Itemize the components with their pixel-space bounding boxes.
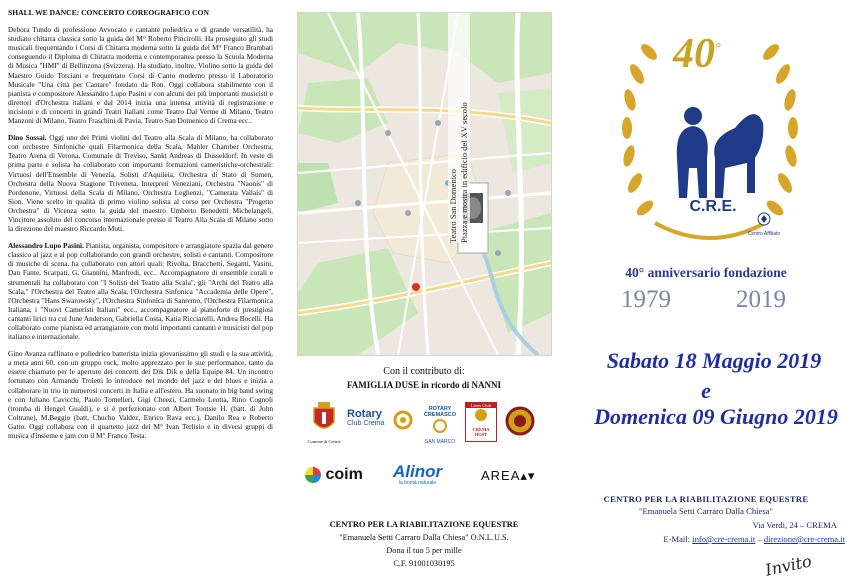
year-to: 2019 bbox=[736, 286, 786, 313]
sponsors-panel bbox=[283, 0, 565, 586]
email-info-link[interactable]: info@cre-crema.it bbox=[692, 534, 756, 544]
bio-debora-tundo: Debora Tundo di professione Avvocato e cantante poliedrica e di grande versatilità, ha studiato chitarra classica sotto la guida del M° Roberto Pincirolli. Ha proseguito gli studi musicali frequentando i Corsi di Chitarra moderna sotto la guida del M° Franco Brambati conseguendo il Diploma di Chitarra moderna e contemporanea presso la Scuola Moderna di Musica "HMI" di Bellinzona (Svizzera). Ha studiato, inoltre, Violino sotto la guida del Maestro Guido Torciani e frequentato Corsi di Canto moderno presso il Laboratorio Musicale "Una città per Cantare" fondato da Ron. Oggi collabora stabilmente con il pianista e compositore Alessandro Lupo Pasini e con alcuni dei più importanti musicisti e direttori d'Orchestra italiani e dal 2014 inizia una intensa attività di registrazione e incisioni e di concerti in grandi Teatri Italiani come Teatro Dal Verme di Milano, Teatro Manzoni di Milano, Teatro Fraschini di Pavia, Teatro San Domenico di Crema ecc.. bbox=[8, 25, 273, 126]
venue-subtitle: Piazza e mostra in edificio del XV secolo bbox=[459, 102, 469, 243]
rotary-club-crema-logo: Rotary Club Crema bbox=[347, 408, 417, 427]
center-address: Via Verdi, 24 – CREMA bbox=[752, 520, 837, 530]
venue-title: Teatro San Domenico bbox=[448, 169, 458, 243]
contrib-label: Con il contributo di: bbox=[383, 366, 465, 377]
invito-signature: Invito bbox=[763, 551, 814, 580]
affiliate-badge: Centro Affiliato bbox=[739, 212, 789, 237]
event-date-joiner: e bbox=[701, 378, 711, 403]
center-full-name: "Emanuela Setti Carraro Dalla Chiesa" bbox=[639, 506, 773, 516]
contrib-family: FAMIGLIA DUSE in ricordo di NANNI bbox=[346, 380, 502, 390]
cre-logo-text: C.R.E. bbox=[689, 198, 737, 215]
center-contact bbox=[565, 493, 847, 544]
year-from: 1979 bbox=[621, 286, 671, 313]
area-logo: AREA▴▾ bbox=[481, 468, 536, 483]
donation-text: Dona il tuo 5 per mille bbox=[386, 546, 462, 555]
venue-label bbox=[448, 12, 470, 243]
center-name: CENTRO PER LA RIABILITAZIONE EQUESTRE bbox=[603, 494, 809, 504]
forty-number: 40° bbox=[673, 31, 721, 77]
lions-club-logo: Lions Club CREMA HOST bbox=[465, 402, 497, 442]
bio-name: Alessandro Lupo Pasini. bbox=[8, 241, 84, 251]
lions-icon bbox=[471, 408, 491, 422]
rotary-cremasco-logo: ROTARY CREMASCO SAN MARCO bbox=[423, 406, 457, 445]
emblem-icon bbox=[505, 406, 535, 436]
event-date-2: Domenica 09 Giugno 2019 bbox=[594, 404, 838, 429]
email-direzione-link[interactable]: direzione@cre-crema.it bbox=[763, 534, 845, 544]
center-info bbox=[283, 518, 565, 570]
map-graphic bbox=[298, 13, 551, 355]
center-full-name: "Emanuela Setti Carraro Dalla Chiesa" O.N.L.U.S. bbox=[339, 533, 509, 542]
coim-icon bbox=[305, 467, 321, 483]
coat-of-arms-icon bbox=[312, 402, 336, 434]
invitation-panel bbox=[565, 0, 847, 586]
bio-name: Debora Tundo bbox=[8, 25, 52, 35]
center-name: CENTRO PER LA RIABILITAZIONE EQUESTRE bbox=[329, 520, 519, 529]
biographies-panel bbox=[0, 0, 283, 586]
cre-anniversary-logo bbox=[615, 8, 805, 258]
rotary-wheel-small-icon bbox=[427, 418, 453, 434]
alinor-logo: Alinor la bontà naturale bbox=[393, 462, 443, 486]
event-date-1: Sabato 18 Maggio 2019 bbox=[606, 348, 822, 373]
comune-crema-logo: Comune di Crema bbox=[307, 402, 341, 444]
contributions bbox=[283, 366, 565, 390]
coim-logo: coim bbox=[305, 466, 363, 484]
bio-alessandro-lupo-pasini: Alessandro Lupo Pasini. Pianista, organista, compositore e arrangiatore spazia dal genere classico al jazz e al pop collaborando con grandi orchestre, solisti e cantanti. Compositore di musiche di scena, ha collaborato con attori quali: Rivolta, Bracchetti, Seganti, Vasini, Dan Fante, Scarpati, G. Giannini, Manfredi, ecc.. Accompagnatore di ensemble corali e strumentali ha collaborato con "I Solisti del Teatro alla Scala", gli "Archi del Teatro alla Scala," l'Orchestra del Teatro alla Scala, l'Orchestra Sinfonica "Accademia delle Opere", l'Orchestra "Hans Swarowsky", l'Orchestra Sinfonica di Sanremo, l'Orchestra Filarmonica Italiana, i "Nuovi Cameristi Italiani" ecc., accompagnatore al pianoforte di prestigiosi cantanti lirici tra cui June Anderson, Gabriella Costa, Katia Ricciarelli, Andrea Bocelli. Ha collaborato come pianista ed arrangiatore con molti importanti cantanti e musicisti del pop italiano e internazionale. bbox=[8, 241, 274, 342]
center-email: E-Mail: info@cre-crema.it – direzione@cre-crema.it bbox=[663, 534, 845, 544]
bio-gino-avanza: Gino Avanza raffinato e poliedrico batterista inizia giovanissimo gli studi e la sua attività, a meta anni 60, con un gruppo rock, molto apprezzato per le sue performance, tanto da essere chiamato per le aperture dei concerti dei Dik Dik e della Equipe 84. Un incontro fortunato con Armando Troletti lo introduce nel mondo del jazz e del blues e inizia a collaborare in trio in numerosi concerti in Italia e all'estero. Ha suonato in big band swing e con Juliano Cavicchi, Paolo Tomelleri, Gigi Cheezi, Carmelo Leotta, Rino Cognoli (tromba di Hengel Gualdi), e si è perfezionato con Albert Tootsie H. (batt. di John Coltrane), M.Beggio (batt, Chucho Valdez, Enrico Rava ecc.), Danilo Rea e Roberto Gatto. Oggi collabora con il quartetto jazz del M° Ivan Terlisio e in diversi gruppi di musica d'insieme e jam con il M° Franco Testa. bbox=[8, 349, 273, 441]
bio-name: Gino Avanza bbox=[8, 349, 47, 359]
sponsor-logos-row1 bbox=[301, 400, 551, 454]
city-map[interactable] bbox=[297, 12, 552, 356]
badge-icon bbox=[757, 212, 771, 226]
bio-name: Dino Sossai. bbox=[8, 133, 47, 143]
sponsor-logos-row2 bbox=[301, 462, 551, 492]
anniversary-title: 40° anniversario fondazione bbox=[625, 265, 787, 280]
venue-marker-icon bbox=[412, 283, 420, 291]
concert-heading: SHALL WE DANCE: CONCERTO COREOGRAFICO CON bbox=[8, 8, 209, 17]
club-emblem-logo bbox=[505, 406, 535, 441]
bio-dino-sossai: Dino Sossai. Oggi uno dei Primi violini del Teatro alla Scala di Milano, ha collaborato con orchestre Sinfoniche quali Filarmonica della Scala, Mahler Chamber Orchestra, Teatro Arena di Verona, Comunale di Treviso, Sankt Andreas di Dusseldorf. In veste di prima parte e solista ha collaborato con importanti formazioni cameristiche-orchestrali: Virtuosi dell'Ensemble di Venezia, Solisti d'Aquileia, Orchestra di Stato di Sumen, Orchestra della Nuova Stagione Triveneta, Interpreti Veneziani, Orchestra "Naonis" di Pordenone, Virtuosi della Scala di Milano, Orchestra Leghenzi, "Camerata Vallais" di Sion. Viene scelto in qualità di primo violino solista al corso per Orchestra "Progetto Orchestra" di Vicenza sotto la guida del maestro Umberto Benedetti Michelangeli. Vincitore assoluto del concorso internazionale presso il Teatro Alla Scala di Milano sotto la direzione del maestro Riccardo Muti. bbox=[8, 133, 273, 234]
fiscal-code: C.F. 91001030195 bbox=[393, 559, 455, 568]
rotary-wheel-icon bbox=[393, 410, 413, 430]
